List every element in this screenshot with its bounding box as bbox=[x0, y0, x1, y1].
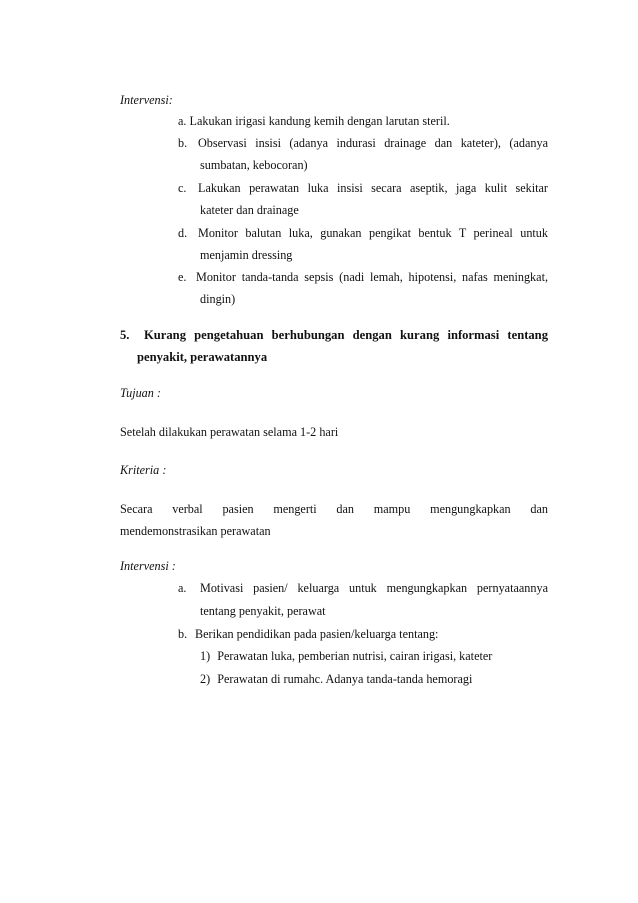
tujuan-label: Tujuan : bbox=[120, 386, 161, 400]
section-title-line1: Kurang pengetahuan berhubungan dengan kurang informasi tentang bbox=[144, 328, 548, 342]
list-item-e-line1: Monitor tanda-tanda sepsis (nadi lemah, hipotensi, nafas meningkat, bbox=[196, 270, 548, 284]
list-item-a bbox=[178, 113, 450, 129]
sub-item-marker: 2) bbox=[200, 672, 211, 686]
section-title-line2: penyakit, perawatannya bbox=[137, 350, 268, 364]
item-text: Lakukan irigasi kandung kemih dengan larutan steril. bbox=[189, 114, 450, 128]
item-marker: a. bbox=[178, 114, 187, 128]
kriteria-label: Kriteria : bbox=[120, 463, 167, 477]
sub-item-2 bbox=[200, 671, 472, 687]
list-item-b-marker: b. bbox=[178, 136, 188, 150]
list-item-e-marker: e. bbox=[178, 270, 187, 284]
kriteria-line1: Secara verbal pasien mengerti dan mampu mengungkapkan dan bbox=[120, 502, 548, 516]
list-item-d-marker: d. bbox=[178, 226, 188, 240]
sub-item-1 bbox=[200, 648, 492, 664]
list-item-b-line2: sumbatan, kebocoran) bbox=[200, 158, 308, 172]
list-item-b-line1: Observasi insisi (adanya indurasi drainage dan kateter), (adanya bbox=[198, 136, 548, 150]
section-number: 5. bbox=[120, 328, 130, 342]
list-item-a-marker: a. bbox=[178, 581, 187, 595]
list-item-c-line1: Lakukan perawatan luka insisi secara aseptik, jaga kulit sekitar bbox=[198, 181, 548, 195]
list-item-d-line2: menjamin dressing bbox=[200, 248, 293, 262]
list-item-a-line2: tentang penyakit, perawat bbox=[200, 604, 326, 618]
intervensi-label: Intervensi : bbox=[120, 559, 176, 573]
kriteria-line2: mendemonstrasikan perawatan bbox=[120, 524, 271, 538]
list-item-b-text: Berikan pendidikan pada pasien/keluarga tentang: bbox=[195, 627, 439, 641]
sub-item-text: Perawatan di rumahc. Adanya tanda-tanda hemoragi bbox=[217, 672, 473, 686]
list-item-b-marker: b. bbox=[178, 627, 188, 641]
sub-item-marker: 1) bbox=[200, 649, 211, 663]
sub-item-text: Perawatan luka, pemberian nutrisi, cairan irigasi, kateter bbox=[217, 649, 493, 663]
intervensi-heading: Intervensi: bbox=[120, 93, 173, 107]
list-item-a-line1: Motivasi pasien/ keluarga untuk mengungkapkan pernyataannya bbox=[200, 581, 548, 595]
list-item-c-marker: c. bbox=[178, 181, 187, 195]
list-item-e-line2: dingin) bbox=[200, 292, 236, 306]
list-item-d-line1: Monitor balutan luka, gunakan pengikat bentuk T perineal untuk bbox=[198, 226, 548, 240]
tujuan-text: Setelah dilakukan perawatan selama 1-2 hari bbox=[120, 425, 339, 439]
list-item-c-line2: kateter dan drainage bbox=[200, 203, 299, 217]
